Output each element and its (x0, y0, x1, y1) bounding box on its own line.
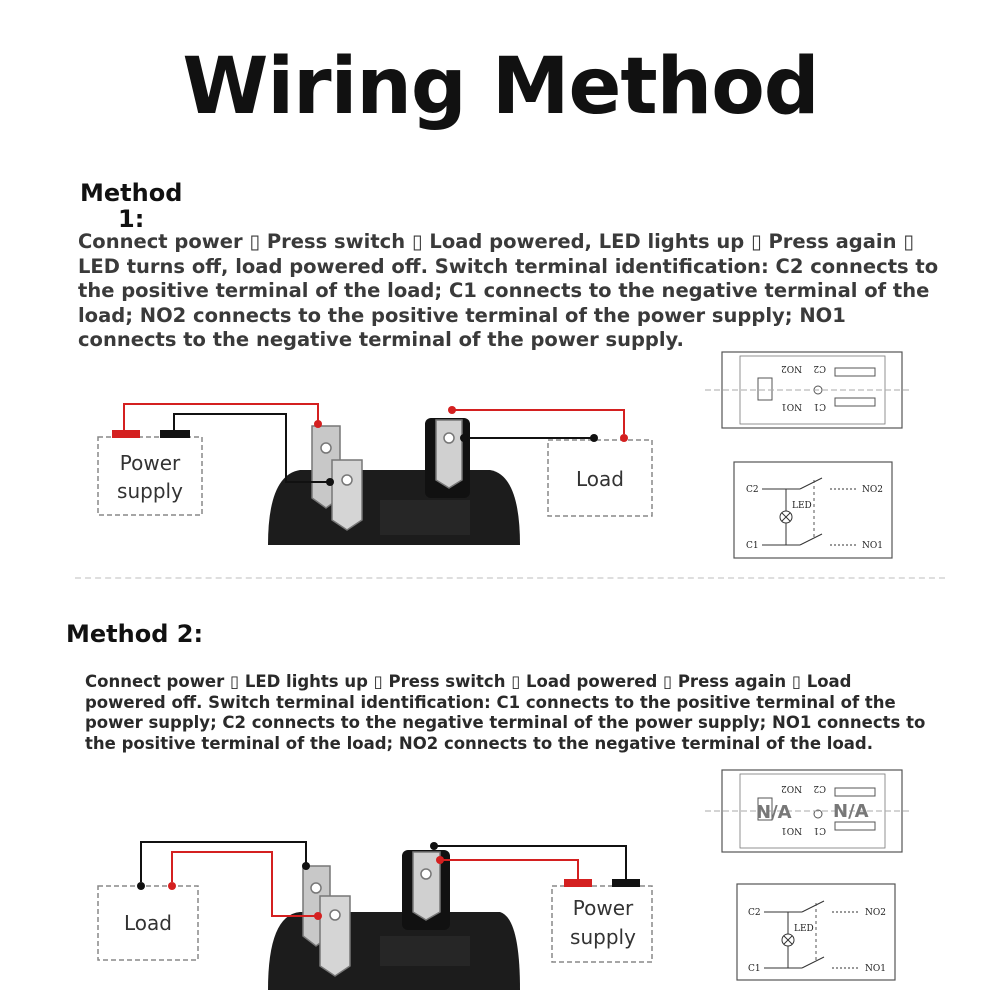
method2-wiring-diagram (98, 770, 910, 990)
method1-description: Connect power ▯ Press switch ▯ Load powered, LED lights up ▯ Press again ▯ LED turns off, load powered off. Switch terminal identification: C2 connects to the positive terminal of the load; C1 connects to the negative terminal of the load; NO2 connects to the positive terminal of the power supply; NO1 connects to the negative terminal of the power supply. (78, 230, 939, 351)
method2-schematic (737, 884, 895, 980)
method2-description: Connect power ▯ LED lights up ▯ Press switch ▯ Load powered ▯ Press again ▯ Load powered off. Switch terminal identification: C1 connects to the positive terminal of the power supply; C2 connects to the negative terminal of the power supply; NO1 connects to the positive terminal of the load; NO2 connects to the negative terminal of the load. (85, 672, 926, 753)
method1-tv-c1: C1 (813, 401, 826, 411)
method1-power-supply-box (98, 437, 202, 515)
method1-terminal-right (436, 420, 462, 488)
method2-load-negative-point (137, 882, 145, 890)
method1-switch-label-area (380, 500, 470, 535)
method2-power-label-line2: supply (570, 925, 636, 949)
method2-terminal-hole (330, 910, 340, 920)
method1-sch-c2: C2 (746, 485, 759, 495)
method2-red-wire-dot (436, 856, 444, 864)
method1-heading-line1: Method (80, 179, 183, 207)
method2-terminal-hole (311, 883, 321, 893)
method1-terminal-hole (321, 443, 331, 453)
method1-power-label-line1: Power (119, 451, 181, 475)
method2-tv-c1: C1 (813, 825, 826, 835)
method2-terminal-view (705, 770, 910, 852)
method2-switch-label-area (380, 936, 470, 966)
method2-sch-no1: NO1 (865, 964, 886, 974)
method2-terminal-right (413, 852, 440, 920)
method2-terminal-view-outline (722, 770, 902, 852)
method1-black-wire-dot (326, 478, 334, 486)
method2-sch-led: LED (794, 924, 814, 934)
method2-black-wire-dot (302, 862, 310, 870)
method2-sch-no2: NO2 (865, 908, 886, 918)
method1-sch-switch-top (800, 478, 822, 489)
method1-terminal-slot (758, 378, 772, 400)
method2-black-wire-load (141, 842, 306, 882)
method1-terminal-slot (835, 368, 875, 376)
method2-red-wire-load (172, 852, 318, 916)
method1-power-positive-terminal (112, 430, 140, 438)
method2-terminal-hole (421, 869, 431, 879)
method2-heading: Method 2: (66, 620, 204, 648)
method2-power-positive-terminal (564, 879, 592, 887)
method1-schematic (734, 462, 892, 558)
method2-sch-switch-bottom (802, 957, 824, 968)
method2-power-label-line1: Power (572, 896, 634, 920)
method2-black-wire-dot (430, 842, 438, 850)
method2-tv-no1: NO1 (781, 825, 802, 835)
method1-red-wire-power (124, 404, 318, 430)
method1-sch-c1: C1 (746, 541, 759, 551)
method1-sch-switch-bottom (800, 534, 822, 545)
method1-heading-line2: 1: (118, 205, 145, 233)
method1-terminal-hole (444, 433, 454, 443)
method1-red-wire-dot (448, 406, 456, 414)
method2-tv-c2: C2 (813, 783, 826, 793)
method2-tv-na-left: N/A (756, 802, 792, 823)
method2-power-negative-terminal (612, 879, 640, 887)
method1-tv-no2: NO2 (781, 363, 802, 373)
method1-terminal-view-outline (722, 352, 902, 428)
method1-sch-led: LED (792, 501, 812, 511)
method2-sch-c2: C2 (748, 908, 761, 918)
method1-power-negative-terminal (160, 430, 190, 438)
method2-red-wire-dot (314, 912, 322, 920)
method2-red-wire-power (440, 860, 578, 879)
method1-tv-no1: NO1 (781, 401, 802, 411)
method1-power-label-line2: supply (117, 479, 183, 503)
page-title: Wiring Method (182, 42, 819, 132)
method1-load-label: Load (576, 467, 624, 491)
method2-tv-no2: NO2 (781, 783, 802, 793)
method2-terminal-slot (835, 788, 875, 796)
method2-load-label: Load (124, 911, 172, 935)
method1-sch-no1: NO1 (862, 541, 883, 551)
method2-sch-switch-top (802, 901, 824, 912)
method1-black-wire-dot (460, 434, 468, 442)
method1-wiring-diagram (98, 352, 910, 558)
method1-load-positive-point (620, 434, 628, 442)
method2-sch-c1: C1 (748, 964, 761, 974)
method2-terminal-left-front (320, 896, 350, 976)
method1-sch-no2: NO2 (862, 485, 883, 495)
method1-terminal-slot (835, 398, 875, 406)
method2-load-positive-point (168, 882, 176, 890)
method1-red-wire-dot (314, 420, 322, 428)
method1-terminal-view (705, 352, 910, 428)
method1-red-wire-load (452, 410, 624, 434)
method1-tv-c2: C2 (813, 363, 826, 373)
method2-terminal-slot (835, 822, 875, 830)
method1-terminal-hole (342, 475, 352, 485)
method1-terminal-left-front (332, 460, 362, 530)
method2-tv-na-right: N/A (833, 801, 869, 822)
method2-black-wire-power (434, 846, 626, 879)
